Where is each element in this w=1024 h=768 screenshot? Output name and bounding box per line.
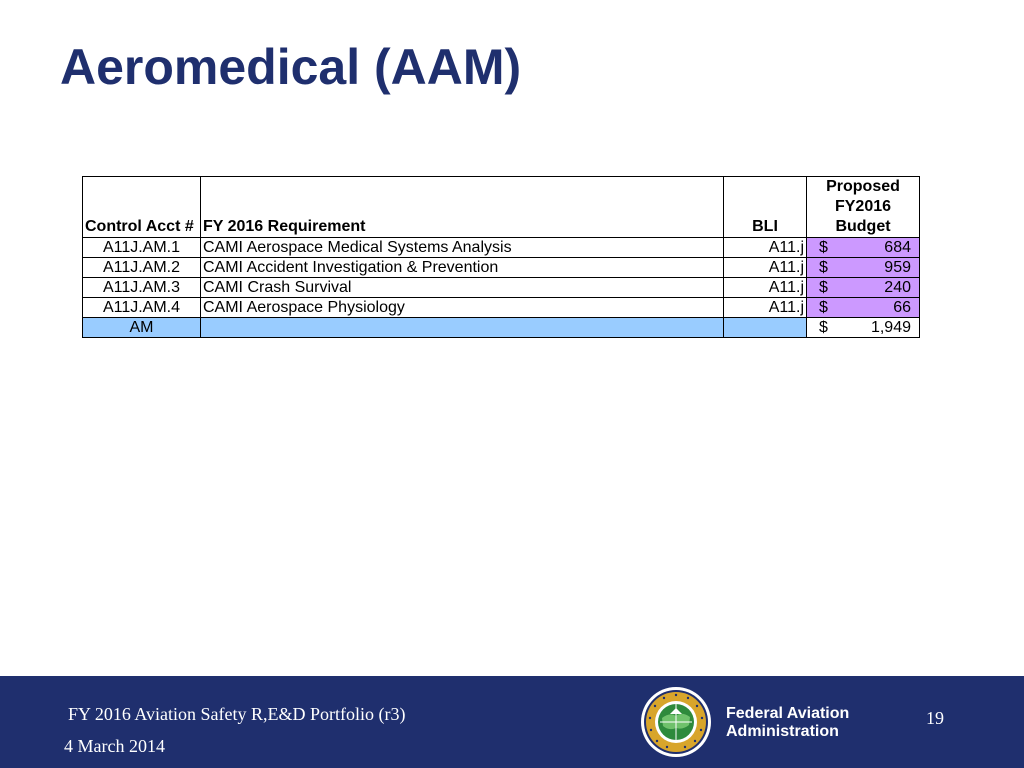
budget-amount: 66 xyxy=(893,299,911,316)
agency-line2: Administration xyxy=(726,723,839,740)
total-acct: AM xyxy=(83,318,201,338)
row-requirement: CAMI Aerospace Physiology xyxy=(201,298,724,318)
currency-symbol: $ xyxy=(819,259,828,276)
total-bli-empty xyxy=(724,318,807,338)
footer-left-text xyxy=(64,698,406,762)
budget-amount: 959 xyxy=(884,259,911,276)
currency-symbol: $ xyxy=(819,279,828,296)
page-number: 19 xyxy=(926,708,944,728)
budget-amount: 240 xyxy=(884,279,911,296)
header-budget-line3: Budget xyxy=(835,218,891,235)
header-bli: BLI xyxy=(724,177,807,238)
total-amount: 1,949 xyxy=(870,319,911,336)
agency-name xyxy=(726,705,849,741)
row-requirement: CAMI Accident Investigation & Prevention xyxy=(201,258,724,278)
header-budget-line1: Proposed xyxy=(826,178,900,195)
portfolio-title: FY 2016 Aviation Safety R,E&D Portfolio (r3) xyxy=(68,704,406,724)
table-header-row xyxy=(83,177,920,238)
table-row xyxy=(83,278,920,298)
row-acct: A11J.AM.1 xyxy=(83,238,201,258)
presentation-date: 4 March 2014 xyxy=(64,736,165,756)
row-budget xyxy=(807,298,920,318)
faa-seal-icon xyxy=(640,686,712,758)
row-bli: A11.j xyxy=(724,298,807,318)
currency-symbol: $ xyxy=(819,319,828,336)
row-requirement: CAMI Aerospace Medical Systems Analysis xyxy=(201,238,724,258)
table-row xyxy=(83,238,920,258)
row-acct: A11J.AM.3 xyxy=(83,278,201,298)
row-budget xyxy=(807,278,920,298)
currency-symbol: $ xyxy=(819,239,828,256)
budget-table xyxy=(82,176,920,338)
header-requirement: FY 2016 Requirement xyxy=(201,177,724,238)
table-total-row xyxy=(83,318,920,338)
header-control-acct: Control Acct # xyxy=(83,177,201,238)
row-bli: A11.j xyxy=(724,238,807,258)
currency-symbol: $ xyxy=(819,299,828,316)
slide-title: Aeromedical (AAM) xyxy=(60,39,522,95)
total-budget xyxy=(807,318,920,338)
agency-line1: Federal Aviation xyxy=(726,705,850,722)
header-budget-line2: FY2016 xyxy=(834,198,892,215)
slide-footer xyxy=(0,676,1024,768)
row-acct: A11J.AM.2 xyxy=(83,258,201,278)
row-acct: A11J.AM.4 xyxy=(83,298,201,318)
row-bli: A11.j xyxy=(724,278,807,298)
header-budget xyxy=(807,177,920,238)
row-bli: A11.j xyxy=(724,258,807,278)
row-budget xyxy=(807,238,920,258)
row-budget xyxy=(807,258,920,278)
row-requirement: CAMI Crash Survival xyxy=(201,278,724,298)
budget-amount: 684 xyxy=(884,239,911,256)
table-row xyxy=(83,258,920,278)
total-requirement-empty xyxy=(201,318,724,338)
table-row xyxy=(83,298,920,318)
